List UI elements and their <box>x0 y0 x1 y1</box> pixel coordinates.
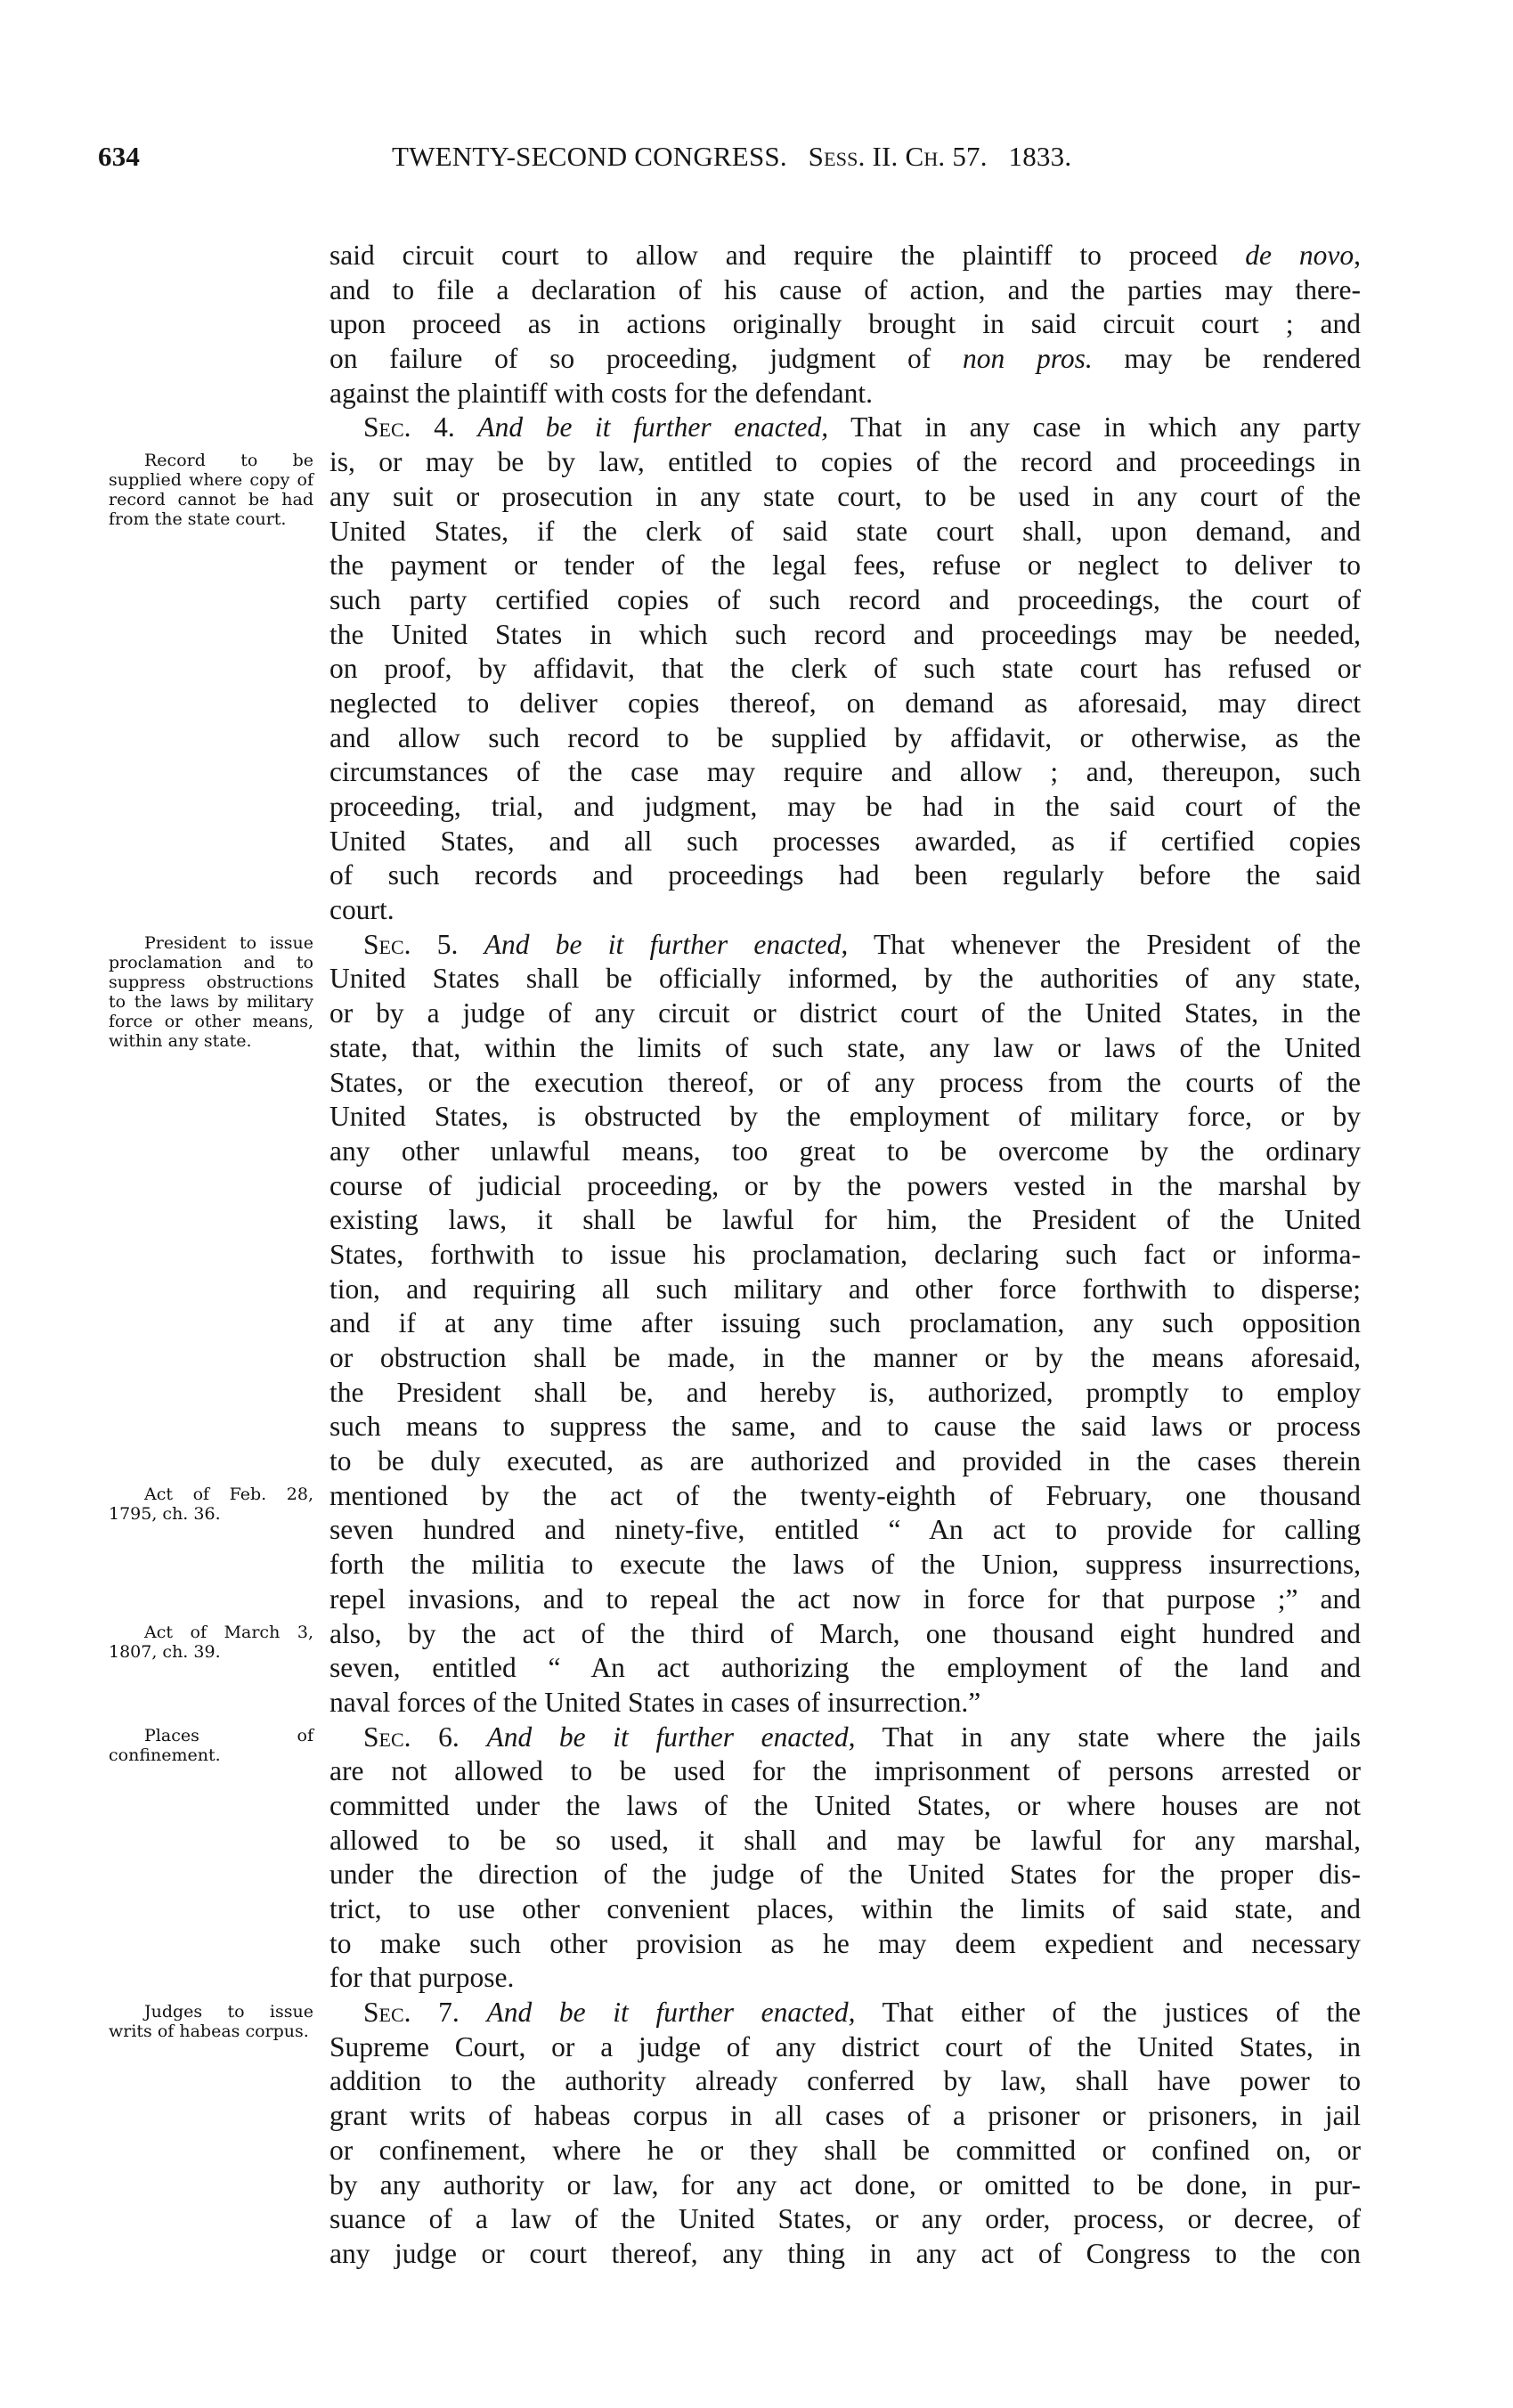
chapter-label: Ch. 57. <box>905 141 988 172</box>
congress-title: TWENTY-SECOND CONGRESS. <box>392 141 787 172</box>
section-opening-line <box>329 928 1361 963</box>
section-opening-line <box>329 1721 1361 1755</box>
text-line: and if at any time after issuing such proclamation, any such opposition <box>329 1307 1361 1339</box>
text-line: also, by the act of the third of March, one thousand eight hundred and <box>329 1617 1361 1649</box>
section-opening-line <box>329 1996 1361 2030</box>
text-line: state, that, within the limits of such state, any law or laws of the United <box>329 1031 1361 1063</box>
text-line: naval forces of the United States in cases of insurrection.” <box>329 1686 981 1718</box>
enacting-clause: And be it further enacted, <box>484 928 849 960</box>
marginal-note: Record to be supplied where copy of record cannot be had from the state court. <box>109 451 313 530</box>
statute-body <box>329 239 1361 2272</box>
text-line: upon proceed as in actions originally brought in said circuit court ; and <box>329 308 1361 340</box>
text-line: are not allowed to be used for the imprisonment of persons arrested or <box>329 1755 1361 1787</box>
text-line: States, forthwith to issue his proclamation, declaring such fact or informa- <box>329 1238 1361 1270</box>
text-line: United States, is obstructed by the employment of military force, or by <box>329 1101 1361 1133</box>
text-line: forth the militia to execute the laws of the Union, suppress insurrections, <box>329 1549 1361 1581</box>
text-line: by any authority or law, for any act done, or omitted to be done, in pur- <box>329 2168 1361 2201</box>
text-line: under the direction of the judge of the United States for the proper dis- <box>329 1859 1361 1891</box>
text-line: mentioned by the act of the twenty-eighth of February, one thousand <box>329 1479 1361 1511</box>
text-line: said circuit court to allow and require the plaintiff to proceed de novo, <box>329 240 1361 271</box>
section-6 <box>329 1721 1361 1997</box>
text-line: of such records and proceedings had been regularly before the said <box>329 859 1361 891</box>
text-line: grant writs of habeas corpus in all cases of a prisoner or prisoners, in jail <box>329 2100 1361 2132</box>
text-line: such means to suppress the same, and to cause the said laws or process <box>329 1411 1361 1443</box>
text-line: or obstruction shall be made, in the manner or by the means aforesaid, <box>329 1342 1361 1373</box>
section-opening-line <box>329 411 1361 445</box>
text-line: United States, if the clerk of said state court shall, upon demand, and <box>329 515 1361 547</box>
text-line: tion, and requiring all such military and other force forthwith to disperse; <box>329 1273 1361 1305</box>
text-line: for that purpose. <box>329 1962 515 1994</box>
text-line: any judge or court thereof, any thing in any act of Congress to the con <box>329 2237 1361 2269</box>
marginal-note: Places of confinement. <box>109 1726 313 1766</box>
text-line: committed under the laws of the United States, or where houses are not <box>329 1789 1361 1821</box>
text-line: such party certified copies of such record and proceedings, the court of <box>329 583 1361 615</box>
text-line: court. <box>329 894 395 926</box>
text-line: United States shall be officially informed, by the authorities of any state, <box>329 963 1361 995</box>
text-line: any other unlawful means, too great to be overcome by the ordinary <box>329 1135 1361 1167</box>
enacting-clause: And be it further enacted, <box>486 1721 856 1753</box>
text-line: proceeding, trial, and judgment, may be had in the said court of the <box>329 791 1361 822</box>
text-line: the payment or tender of the legal fees, refuse or neglect to deliver to <box>329 549 1361 582</box>
enacting-clause: And be it further enacted, <box>486 1997 856 2029</box>
text-line: allowed to be so used, it shall and may be lawful for any marshal, <box>329 1824 1361 1856</box>
paragraph-continued <box>329 239 1361 411</box>
text-line: or by a judge of any circuit or district court of the United States, in the <box>329 997 1361 1029</box>
marginal-note: Act of March 3, 1807, ch. 39. <box>109 1623 313 1662</box>
text-line: course of judicial proceeding, or by the powers vested in the marshal by <box>329 1169 1361 1201</box>
section-number: Sec. 5. <box>363 928 459 960</box>
text-line: trict, to use other convenient places, within the limits of said state, and <box>329 1893 1361 1924</box>
text-line: the United States in which such record and proceedings may be needed, <box>329 618 1361 650</box>
section-4 <box>329 411 1361 927</box>
text-line: seven, entitled “ An act authorizing the employment of the land and <box>329 1652 1361 1684</box>
text-line: on proof, by affidavit, that the clerk of such state court has refused or <box>329 653 1361 685</box>
text-line: is, or may be by law, entitled to copies of the record and proceedings in <box>329 446 1361 478</box>
section-text: That either of the justices of the <box>882 1997 1361 2029</box>
section-text: That in any case in which any party <box>850 411 1361 443</box>
section-text: That whenever the President of the <box>873 928 1361 960</box>
enacting-clause: And be it further enacted, <box>477 411 829 443</box>
text-line: and allow such record to be supplied by affidavit, or otherwise, as the <box>329 721 1361 753</box>
section-number: Sec. 4. <box>363 411 455 443</box>
text-line: repel invasions, and to repeal the act now in force for that purpose ;” and <box>329 1582 1361 1615</box>
text-line: States, or the execution thereof, or of any process from the courts of the <box>329 1066 1361 1098</box>
text-line: against the plaintiff with costs for the defendant. <box>329 377 874 409</box>
section-7 <box>329 1996 1361 2272</box>
running-header <box>98 141 1380 185</box>
section-text: That in any state where the jails <box>882 1721 1361 1753</box>
text-line: to make such other provision as he may deem expedient and necessary <box>329 1927 1361 1959</box>
marginal-note: Judges to issue writs of habeas corpus. <box>109 2001 313 2041</box>
text-line: United States, and all such processes awarded, as if certified copies <box>329 825 1361 857</box>
section-number: Sec. 6. <box>363 1721 460 1753</box>
text-line: addition to the authority already conferred by law, shall have power to <box>329 2065 1361 2097</box>
marginal-note: President to issue proclamation and to suppress obstructions to the laws by military force or other means, within any state. <box>109 933 313 1051</box>
text-line: or confinement, where he or they shall be committed or confined on, or <box>329 2134 1361 2166</box>
text-line: and to file a declaration of his cause of action, and the parties may there- <box>329 273 1361 305</box>
text-line: Supreme Court, or a judge of any district court of the United States, in <box>329 2030 1361 2062</box>
running-title <box>392 141 1071 173</box>
text-line: to be duly executed, as are authorized and provided in the cases therein <box>329 1445 1361 1477</box>
text-line: circumstances of the case may require and allow ; and, thereupon, such <box>329 756 1361 788</box>
year-label: 1833. <box>1008 141 1072 172</box>
section-number: Sec. 7. <box>363 1997 460 2029</box>
marginal-note: Act of Feb. 28, 1795, ch. 36. <box>109 1485 313 1525</box>
text-line: existing laws, it shall be lawful for him, the President of the United <box>329 1204 1361 1236</box>
section-5 <box>329 928 1361 1721</box>
page-number: 634 <box>98 141 141 172</box>
text-line: any suit or prosecution in any state court, to be used in any court of the <box>329 480 1361 512</box>
text-line: neglected to deliver copies thereof, on demand as aforesaid, may direct <box>329 687 1361 719</box>
text-line: the President shall be, and hereby is, authorized, promptly to employ <box>329 1376 1361 1408</box>
text-line: suance of a law of the United States, or any order, process, or decree, of <box>329 2203 1361 2235</box>
session-label: Sess. II. <box>808 141 899 172</box>
text-line: seven hundred and ninety-five, entitled “ An act to provide for calling <box>329 1514 1361 1546</box>
text-line: on failure of so proceeding, judgment of non pros. may be rendered <box>329 343 1362 375</box>
